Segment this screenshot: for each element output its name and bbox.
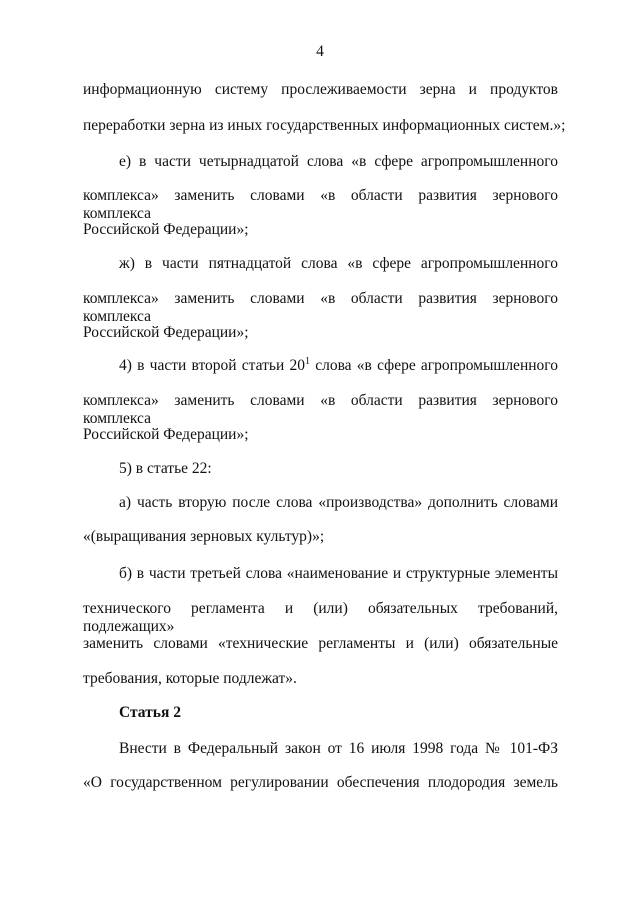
text-line: комплекса» заменить словами «в области развития зернового комплекса (83, 392, 558, 427)
text-line: 5) в статье 22: (119, 460, 212, 477)
text-line: информационную систему прослеживаемости зерна и продуктов (83, 81, 558, 98)
article-heading: Статья 2 (119, 704, 181, 721)
text-line: ж) в части пятнадцатой слова «в сфере агропромышленного (119, 255, 558, 272)
text-line: б) в части третьей слова «наименование и структурные элементы (119, 565, 558, 582)
text-line: требования, которые подлежат». (83, 670, 297, 687)
text-line: комплекса» заменить словами «в области развития зернового комплекса (83, 290, 558, 325)
text-segment: 4) в части второй статьи 20 (119, 357, 305, 374)
text-line: «(выращивания зерновых культур)»; (83, 528, 325, 545)
text-line: «О государственном регулировании обеспечения плодородия земель (83, 774, 558, 791)
text-line: технического регламента и (или) обязательных требований, подлежащих» (83, 600, 558, 635)
text-line: а) часть вторую после слова «производства» дополнить словами (119, 494, 558, 511)
text-line: Российской Федерации»; (83, 221, 249, 238)
text-line: е) в части четырнадцатой слова «в сфере агропромышленного (119, 153, 558, 170)
text-segment: слова «в сфере агропромышленного (309, 357, 558, 374)
text-line: Российской Федерации»; (83, 324, 249, 341)
text-line: переработки зерна из иных государственных информационных систем.»; (83, 117, 566, 134)
text-line-with-superscript (119, 357, 558, 375)
page-number: 4 (316, 43, 324, 60)
superscript: 1 (304, 356, 310, 367)
text-line: Внести в Федеральный закон от 16 июля 1998 года № 101-ФЗ (119, 740, 558, 757)
text-line: заменить словами «технические регламенты и (или) обязательные (83, 635, 558, 652)
text-line: Российской Федерации»; (83, 426, 249, 443)
text-line: комплекса» заменить словами «в области развития зернового комплекса (83, 187, 558, 222)
